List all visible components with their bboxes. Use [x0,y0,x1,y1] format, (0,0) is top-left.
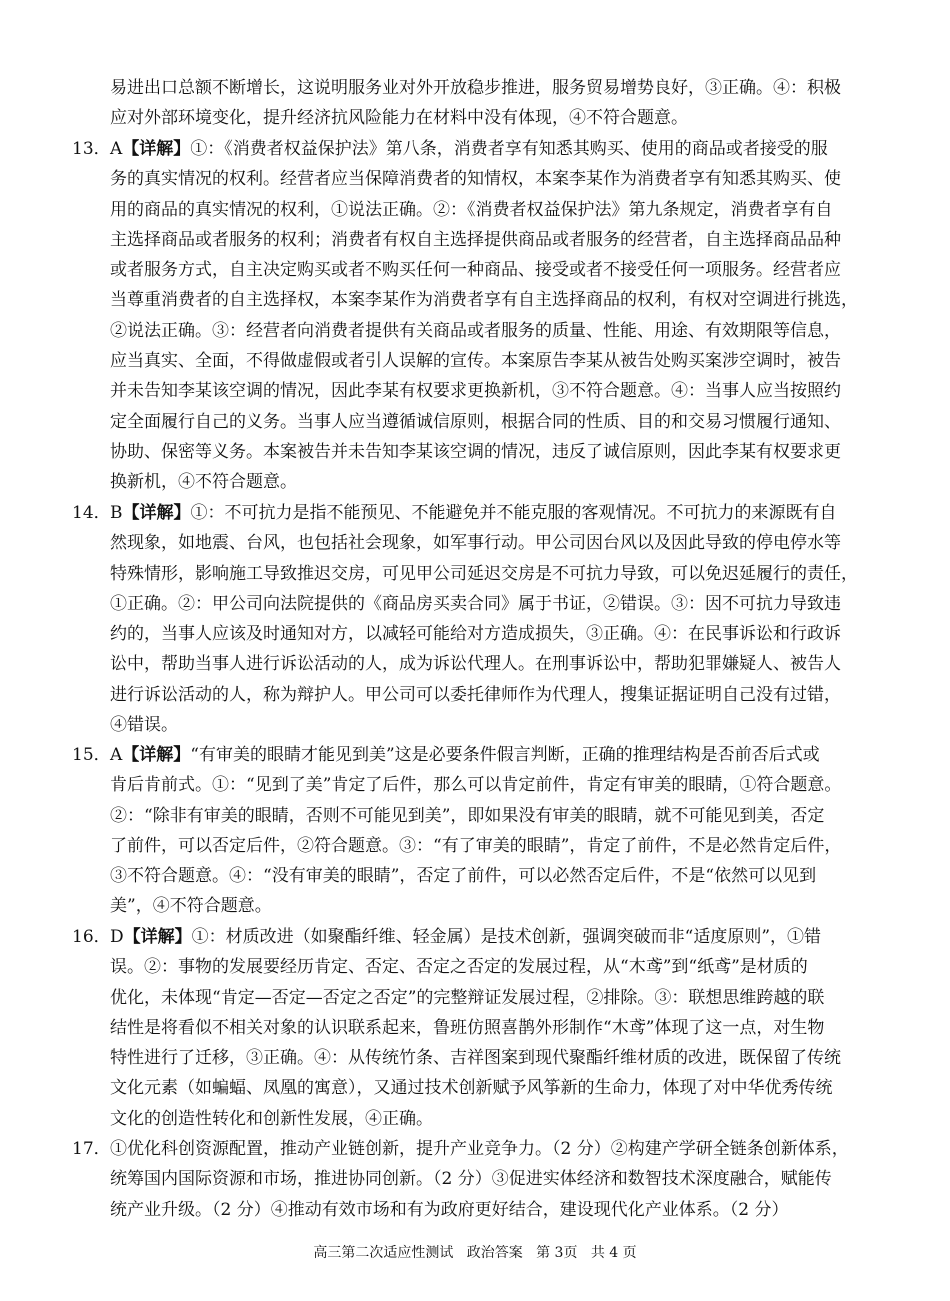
text-line: “有审美的眼睛才能见到美”这是必要条件假言判断，正确的推理结构是否前否后式或 [190,745,820,765]
question-number: 17． [72,1139,111,1159]
answer-letter: A [110,139,123,159]
text-line: 结性是将看似不相关对象的认识联系起来，鲁班仿照喜鹊外形制作“木鸢”体现了这一点，对生物 [110,1017,825,1038]
detail-tag: 【详解】 [122,139,191,159]
footer-subject: 政治答案 [466,1245,523,1261]
question-number: 15． [72,745,111,765]
text-line: 讼中，帮助当事人进行诉讼活动的人，成为诉讼代理人。在刑事诉讼中，帮助犯罪嫌疑人、被告人 [110,654,841,675]
question-number: 13． [72,139,111,159]
footer-total-pages: 共 4 页 [590,1245,637,1261]
detail-tag: 【详解】 [122,503,191,523]
question-17 [72,1134,884,1225]
question-16 [72,922,884,1134]
answer-letter: D [110,927,124,947]
continuation-paragraph [72,73,884,134]
text-line: ①：不可抗力是指不能预见、不能避免并不能克服的客观情况。不可抗力的来源既有自 [190,503,837,523]
text-line: ①正确。②：甲公司向法院提供的《商品房买卖合同》属于书证，②错误。③：因不可抗力导致违 [110,593,841,614]
text-line: ③不符合题意。④：“没有审美的眼睛”，否定了前件，可以必然否定后件，不是“依然可以见到 [110,866,817,887]
text-line: 进行诉讼活动的人，称为辩护人。甲公司可以委托律师作为代理人，搜集证据证明自己没有过错， [110,684,841,705]
text-line: 特性进行了迁移，③正确。④：从传统竹条、吉祥图案到现代聚酯纤维材质的改进，既保留了传统 [110,1048,841,1069]
text-line: ②：“除非有审美的眼睛，否则不可能见到美”，即如果没有审美的眼睛，就不可能见到美，否定 [110,805,825,826]
text-line: 优化，未体现“肯定—否定—否定之否定”的完整辩证发展过程，②排除。③：联想思维跨越的联 [110,987,825,1008]
footer-exam: 高三第二次适应性测试 [313,1245,454,1261]
text-line: 应当真实、全面，不得做虚假或者引人误解的宣传。本案原告李某从被告处购买案涉空调时，被告 [110,351,841,372]
text-line: 美”，④不符合题意。 [110,896,272,917]
text-line: 务的真实情况的权利。经营者应当保障消费者的知情权，本案李某作为消费者享有知悉其购买、使 [110,169,841,190]
text-line: 主选择商品或者服务的权利；消费者有权自主选择提供商品或者服务的经营者，自主选择商品品种 [110,229,841,250]
text-line: ①：《消费者权益保护法》第八条，消费者享有知悉其购买、使用的商品或者接受的服 [190,139,828,159]
question-number: 14． [72,503,111,523]
text-line: 协助、保密等义务。本案被告并未告知李某该空调的情况，违反了诚信原则，因此李某有权要求更 [110,441,841,462]
page-footer [0,1243,950,1263]
question-number: 16． [72,927,111,947]
text-line: ①优化科创资源配置，推动产业链创新，提升产业竞争力。（2 分）②构建产学研全链条创新体系， [110,1139,849,1159]
text-line: 肯后肯前式。①：“见到了美”肯定了后件，那么可以肯定前件，肯定有审美的眼睛，①符合题意。 [110,775,842,796]
question-15 [72,740,884,922]
text-line: 定全面履行自己的义务。当事人应当遵循诚信原则，根据合同的性质、目的和交易习惯履行通知、 [110,411,841,432]
text-line: 然现象，如地震、台风，也包括社会现象，如军事行动。甲公司因台风以及因此导致的停电停水等 [110,533,841,554]
question-13 [72,134,884,498]
text-line: 了前件，可以否定后件，②符合题意。③：“有了审美的眼睛”，肯定了前件，不是必然肯定后件， [110,835,842,856]
text-line: ②说法正确。③：经营者向消费者提供有关商品或者服务的质量、性能、用途、有效期限等信息， [110,320,841,341]
answer-letter: A [110,745,123,765]
text-line: 统筹国内国际资源和市场，推进协同创新。（2 分）③促进实体经济和数智技术深度融合，赋能传 [110,1169,832,1190]
text-line: 易进出口总额不断增长，这说明服务业对外开放稳步推进，服务贸易增势良好，③正确。④：积极 [110,78,841,98]
detail-tag: 【详解】 [123,927,192,947]
text-line: 约的，当事人应该及时通知对方，以减轻可能给对方造成损失，③正确。④：在民事诉讼和行政诉 [110,624,841,645]
text-line: 当尊重消费者的自主选择权，本案李某作为消费者享有自主选择商品的权利，有权对空调进行挑选， [110,290,858,311]
footer-page-number: 第 3页 [536,1245,578,1261]
text-line: 并未告知李某该空调的情况，因此李某有权要求更换新机，③不符合题意。④：当事人应当按照约 [110,381,841,402]
text-line: 误。②：事物的发展要经历肯定、否定、否定之否定的发展过程，从“木鸢”到“纸鸢”是材质的 [110,957,808,978]
text-line: 文化的创造性转化和创新性发展，④正确。 [110,1108,433,1129]
text-line: 用的商品的真实情况的权利，①说法正确。②：《消费者权益保护法》第九条规定，消费者享有自 [110,199,833,220]
text-line: 换新机，④不符合题意。 [110,472,297,493]
detail-tag: 【详解】 [122,745,191,765]
text-line: 特殊情形，影响施工导致推迟交房，可见甲公司延迟交房是不可抗力导致，可以免迟延履行的责任， [110,563,858,584]
text-line: 统产业升级。（2 分）④推动有效市场和有为政府更好结合，建设现代化产业体系。（2 分） [110,1199,789,1220]
answer-letter: B [110,503,123,523]
text-line: 文化元素（如蝙蝠、凤凰的寓意），又通过技术创新赋予风筝新的生命力，体现了对中华优秀传统 [110,1078,833,1099]
text-line: ①：材质改进（如聚酯纤维、轻金属）是技术创新，强调突破而非“适度原则”，①错 [191,927,822,947]
text-line: ④错误。 [110,715,178,736]
text-line: 应对外部环境变化，提升经济抗风险能力在材料中没有体现，④不符合题意。 [110,108,688,129]
text-line: 或者服务方式，自主决定购买或者不购买任何一种商品、接受或者不接受任何一项服务。经营者应 [110,260,841,281]
question-14 [72,498,884,740]
